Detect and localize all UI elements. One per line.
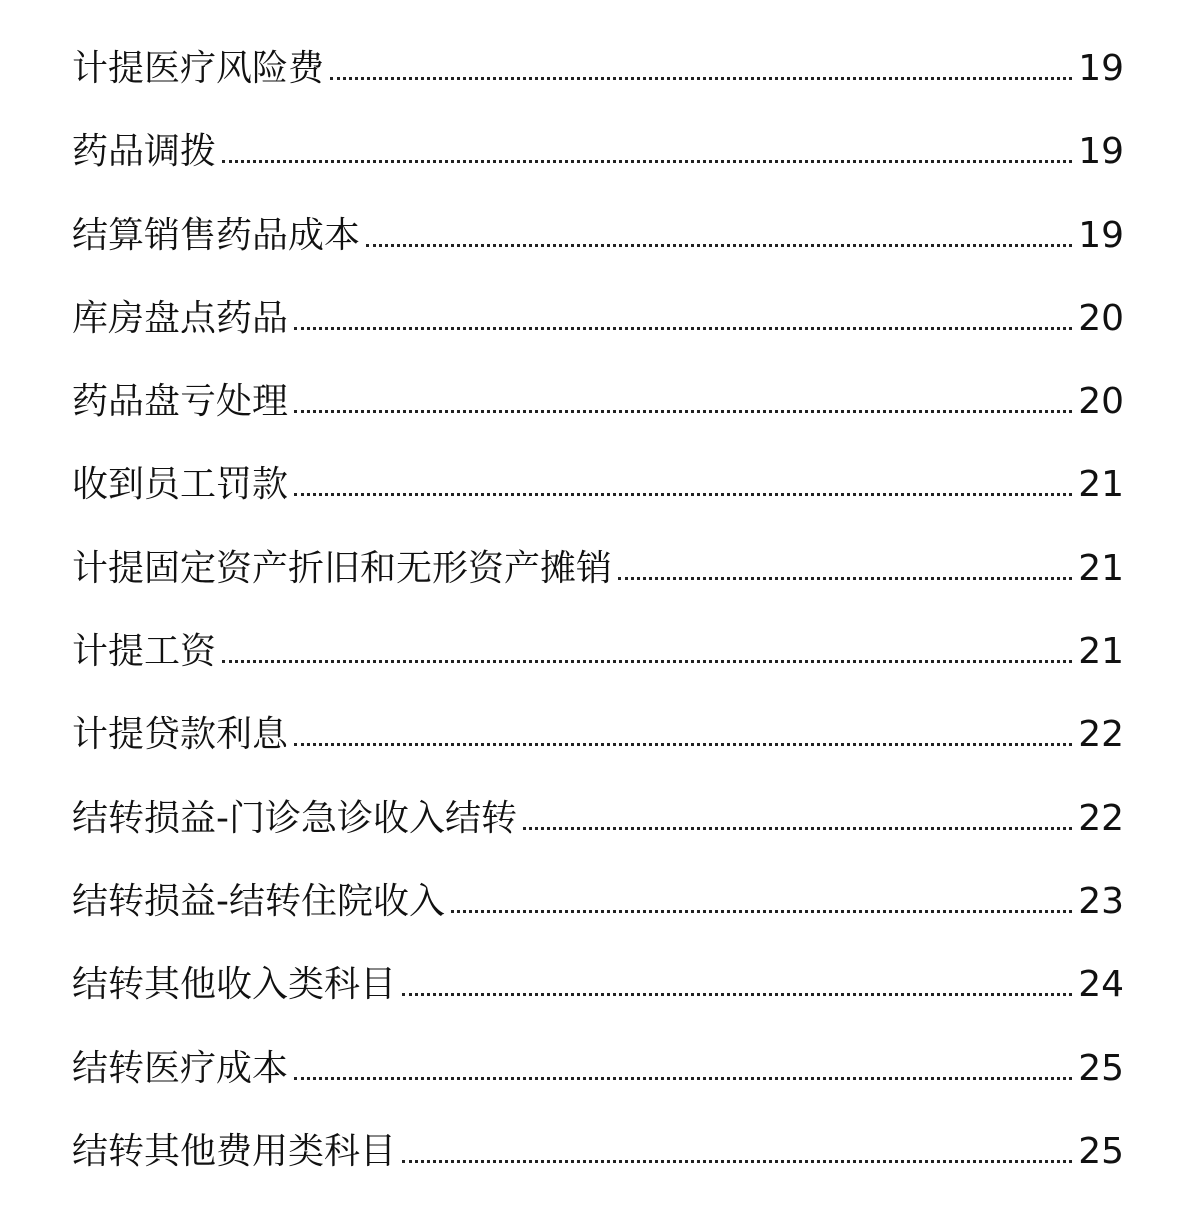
table-of-contents (72, 27, 1124, 1193)
toc-entry[interactable] (72, 610, 1124, 693)
toc-entry[interactable] (72, 194, 1124, 277)
toc-entry-title: 药品调拨 (72, 131, 217, 173)
toc-entry-title: 结算销售药品成本 (72, 214, 361, 256)
toc-entry[interactable] (72, 777, 1124, 860)
dot-leader (523, 827, 1072, 830)
dot-leader (402, 1160, 1072, 1163)
dot-leader (294, 410, 1072, 413)
toc-entry[interactable] (72, 1110, 1124, 1193)
dot-leader (451, 910, 1072, 913)
toc-entry-page-number: 21 (1078, 631, 1124, 673)
toc-entry[interactable] (72, 277, 1124, 360)
toc-entry-page-number: 23 (1078, 880, 1124, 922)
toc-entry-page-number: 21 (1078, 547, 1124, 589)
dot-leader (222, 660, 1072, 663)
toc-entry-page-number: 19 (1078, 48, 1124, 89)
toc-entry[interactable] (72, 1027, 1124, 1110)
dot-leader (402, 993, 1072, 996)
toc-entry[interactable] (72, 443, 1124, 526)
toc-entry-page-number: 19 (1078, 214, 1124, 256)
dot-leader (366, 244, 1072, 247)
dot-leader (330, 77, 1072, 80)
toc-entry[interactable] (72, 943, 1124, 1026)
toc-entry-title: 库房盘点药品 (72, 297, 289, 339)
dot-leader (294, 1077, 1072, 1080)
dot-leader (294, 743, 1072, 746)
toc-entry-page-number: 20 (1078, 381, 1124, 423)
toc-entry-page-number: 22 (1078, 797, 1124, 839)
toc-entry-title: 计提医疗风险费 (72, 48, 325, 89)
toc-entry-title: 结转其他费用类科目 (72, 1130, 397, 1172)
toc-entry-page-number: 25 (1078, 1047, 1124, 1089)
toc-entry-title: 结转医疗成本 (72, 1047, 289, 1089)
toc-entry-page-number: 19 (1078, 131, 1124, 173)
toc-entry-title: 计提固定资产折旧和无形资产摊销 (72, 547, 613, 589)
toc-entry-title: 计提工资 (72, 631, 217, 673)
toc-entry-page-number: 21 (1078, 464, 1124, 506)
toc-entry[interactable] (72, 693, 1124, 776)
toc-entry-title: 药品盘亏处理 (72, 381, 289, 423)
toc-entry[interactable] (72, 527, 1124, 610)
dot-leader (294, 493, 1072, 496)
toc-entry-title: 结转损益-门诊急诊收入结转 (72, 797, 517, 839)
toc-entry-page-number: 25 (1078, 1130, 1124, 1172)
toc-entry-title: 收到员工罚款 (72, 464, 289, 506)
toc-entry[interactable] (72, 860, 1124, 943)
toc-entry[interactable] (72, 360, 1124, 443)
toc-entry-page-number: 20 (1078, 297, 1124, 339)
toc-entry-page-number: 24 (1078, 964, 1124, 1006)
toc-entry-page-number: 22 (1078, 714, 1124, 756)
dot-leader (222, 160, 1072, 163)
toc-entry-title: 结转其他收入类科目 (72, 964, 397, 1006)
toc-entry-title: 结转损益-结转住院收入 (72, 880, 445, 922)
toc-entry[interactable] (72, 27, 1124, 110)
toc-entry[interactable] (72, 110, 1124, 193)
dot-leader (618, 577, 1072, 580)
toc-entry-title: 计提贷款利息 (72, 714, 289, 756)
dot-leader (294, 327, 1072, 330)
